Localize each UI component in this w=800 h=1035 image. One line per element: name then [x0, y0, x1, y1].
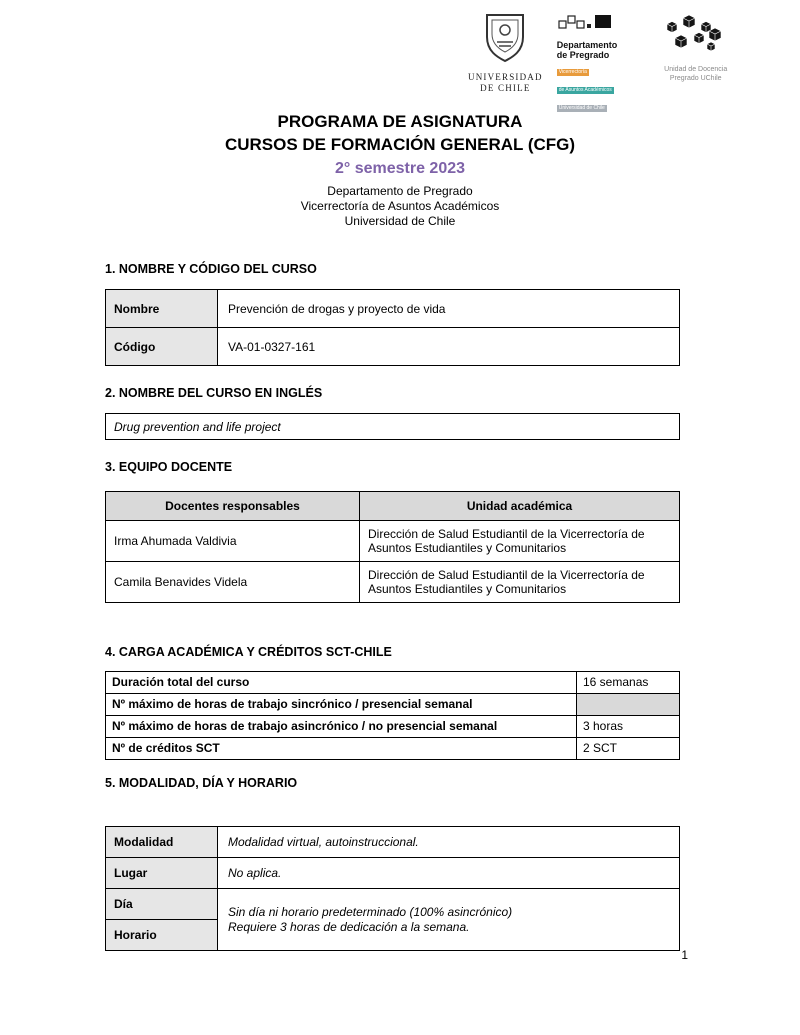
english-name-value: Drug prevention and life project — [106, 414, 680, 440]
table-row — [106, 414, 680, 440]
pregrado-logo — [557, 12, 639, 114]
uchile-crest-icon — [483, 12, 527, 64]
document-title-line1: PROGRAMA DE ASIGNATURA — [277, 112, 523, 131]
table-header-row — [106, 492, 680, 521]
table-row — [106, 672, 680, 694]
duration-label: Duración total del curso — [106, 672, 577, 694]
teaching-team-table — [105, 491, 680, 603]
table-row — [106, 827, 680, 858]
course-name-code-table — [105, 289, 680, 366]
uchile-caption-line2: DE CHILE — [480, 83, 531, 93]
workload-credits-table — [105, 671, 680, 760]
docencia-logo — [653, 12, 739, 83]
dept-line-2: Vicerrectoría de Asuntos Académicos — [300, 199, 500, 213]
course-code-label: Código — [106, 328, 218, 366]
pregrado-logo-title — [557, 40, 639, 60]
english-name-table — [105, 413, 680, 440]
section2-heading: 2. NOMBRE DEL CURSO EN INGLÉS — [105, 386, 323, 400]
pregrado-logo-sublines — [557, 60, 639, 114]
day-label: Día — [106, 889, 218, 920]
course-name-label: Nombre — [106, 290, 218, 328]
pregrado-subline-3: Universidad de Chile — [558, 105, 605, 111]
docencia-caption-line1: Unidad de Docencia — [664, 66, 728, 73]
place-label: Lugar — [106, 858, 218, 889]
sct-credits-value: 2 SCT — [577, 738, 680, 760]
uchile-logo-caption — [468, 72, 543, 94]
document-title-line2: CURSOS DE FORMACIÓN GENERAL (CFG) — [224, 135, 576, 154]
async-hours-value: 3 horas — [577, 716, 680, 738]
section4-heading: 4. CARGA ACADÉMICA Y CRÉDITOS SCT-CHILE — [105, 645, 392, 659]
teacher-name: Irma Ahumada Valdivia — [106, 521, 360, 562]
teachers-column-header: Docentes responsables — [106, 492, 360, 521]
table-row — [106, 716, 680, 738]
table-row — [106, 738, 680, 760]
document-content — [105, 262, 680, 951]
table-row — [106, 858, 680, 889]
section1-heading: 1. NOMBRE Y CÓDIGO DEL CURSO — [105, 262, 317, 276]
semester-subtitle: 2° semestre 2023 — [334, 160, 466, 177]
section3-heading: 3. EQUIPO DOCENTE — [105, 460, 233, 474]
day-schedule-line1: Sin día ni horario predeterminado (100% asincrónico) — [228, 904, 513, 919]
docencia-cubes-icon — [661, 12, 731, 56]
table-row — [106, 290, 680, 328]
day-schedule-line2: Requiere 3 horas de dedicación a la semana. — [228, 919, 470, 934]
page-number: 1 — [681, 948, 688, 962]
uchile-caption-line1: UNIVERSIDAD — [468, 72, 543, 82]
section5-heading: 5. MODALIDAD, DÍA Y HORARIO — [105, 776, 298, 790]
dept-line-3: Universidad de Chile — [344, 214, 456, 228]
unit-column-header: Unidad académica — [360, 492, 680, 521]
table-row — [106, 694, 680, 716]
modality-label: Modalidad — [106, 827, 218, 858]
pregrado-title-line2: de Pregrado — [556, 50, 610, 60]
place-value: No aplica. — [218, 858, 680, 889]
course-name-value: Prevención de drogas y proyecto de vida — [218, 290, 680, 328]
dept-line-1: Departamento de Pregrado — [327, 184, 473, 198]
table-row — [106, 328, 680, 366]
pregrado-subline-2: de Asuntos Académicos — [558, 87, 612, 93]
table-row — [106, 889, 680, 920]
teacher-name: Camila Benavides Videla — [106, 562, 360, 603]
pregrado-squares-icon — [557, 12, 629, 32]
modality-value: Modalidad virtual, autoinstruccional. — [218, 827, 680, 858]
docencia-logo-caption — [653, 65, 739, 83]
pregrado-title-line1: Departamento — [556, 40, 618, 50]
table-row — [106, 521, 680, 562]
time-label: Horario — [106, 920, 218, 951]
header-logos — [468, 12, 739, 114]
course-code-value: VA-01-0327-161 — [218, 328, 680, 366]
teacher-unit: Dirección de Salud Estudiantil de la Vicerrectoría de Asuntos Estudiantiles y Comunitarios — [360, 562, 680, 603]
docencia-caption-line2: Pregrado UChile — [669, 75, 722, 82]
table-row — [106, 562, 680, 603]
duration-value: 16 semanas — [577, 672, 680, 694]
sync-hours-label: Nº máximo de horas de trabajo sincrónico / presencial semanal — [106, 694, 577, 716]
sync-hours-value — [577, 694, 680, 716]
modality-schedule-table — [105, 826, 680, 951]
pregrado-subline-1: Vicerrectoría — [558, 69, 587, 75]
teacher-unit: Dirección de Salud Estudiantil de la Vicerrectoría de Asuntos Estudiantiles y Comunitarios — [360, 521, 680, 562]
uchile-logo — [468, 12, 543, 94]
sct-credits-label: Nº de créditos SCT — [106, 738, 577, 760]
async-hours-label: Nº máximo de horas de trabajo asincrónico / no presencial semanal — [106, 716, 577, 738]
day-schedule-value — [218, 889, 680, 951]
